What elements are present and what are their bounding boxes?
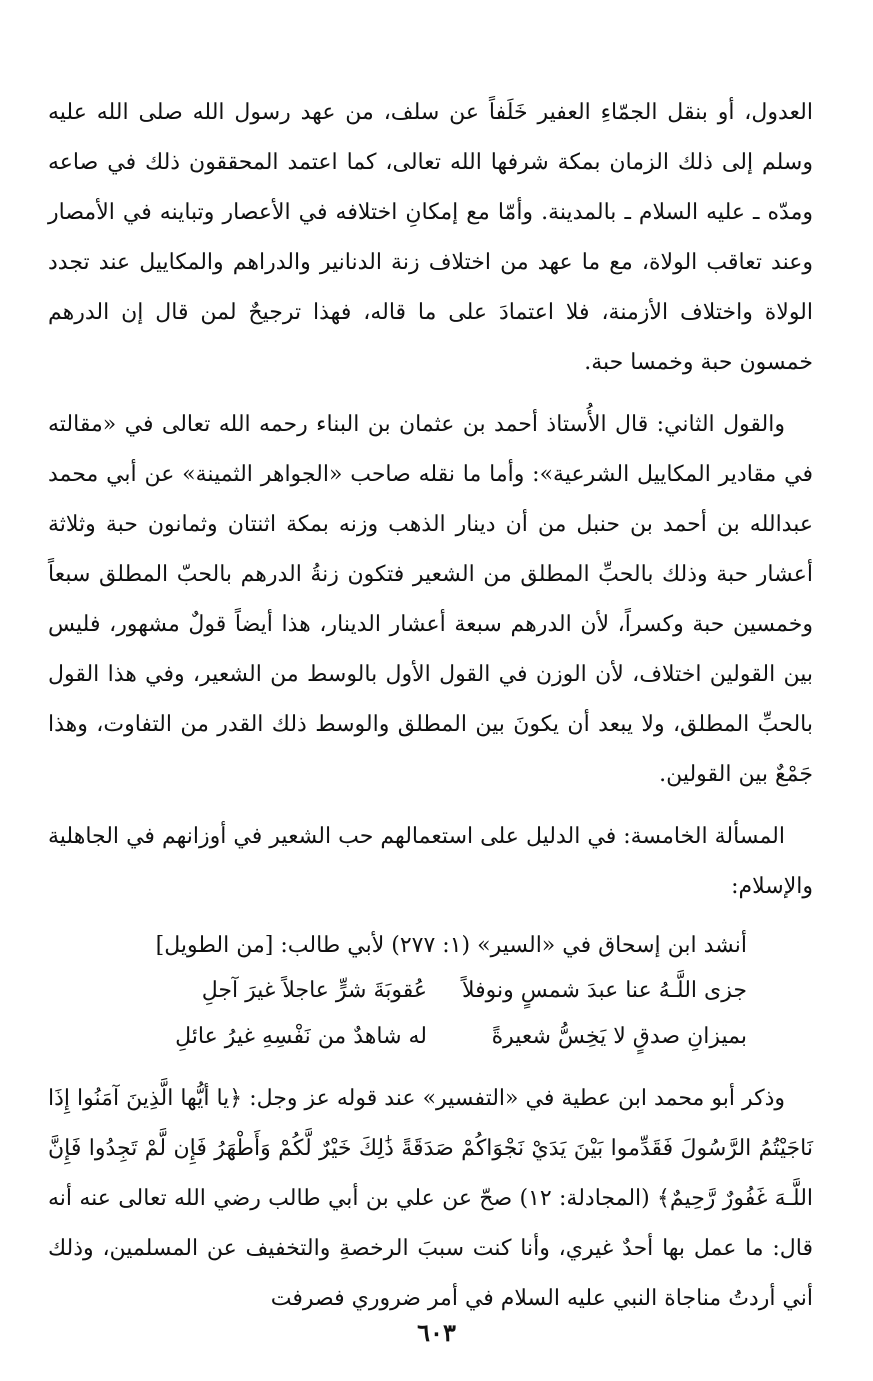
paragraph-weights-history: العدول، أو بنقل الجمّاءِ العفير خَلَفاً عن سلف، من عهد رسول الله صلى الله عليه وسلم إلى ذلك الزمان بمكة شرفها الله تعالى، كما اعتمد المحققون ذلك في صاعه ومدّه ـ عليه السلام ـ بالمدينة. وأمّا مع إمكانِ اختلافه في الأعصار وتباينه في الأمصار وعند تعاقب الولاة، مع ما عهد من اختلاف زنة الدنانير والدراهم والمكاييل عند تجدد الولاة واختلاف الأزمنة، فلا اعتمادَ على ما قاله، فهذا ترجيحٌ لمن قال إن الدرهم خمسون حبة وخمسا حبة. (48, 100, 813, 375)
verse-second-hemistich: عُقوبَةَ شرٍّ عاجلاً غيرَ آجلِ (201, 978, 427, 1003)
paragraph-second-opinion: والقول الثاني: قال الأُستاذ أحمد بن عثمان بن البناء رحمه الله تعالى في «مقالته في مقادير المكاييل الشرعية»: وأما ما نقله صاحب «الجواهر الثمينة» عن أبي محمد عبدالله بن أحمد بن حنبل من أن دينار الذهب وزنه بمكة اثنتان وثمانون حبة وثلاثة أعشار حبة وذلك بالحبِّ المطلق من الشعير فتكون زنةُ الدرهم بالحبّ المطلق سبعاً وخمسين حبة وكسراً، لأن الدرهم سبعة أعشار الدينار، هذا أيضاً قولٌ مشهور، فليس بين القولين اختلاف، لأن الوزن في القول الأول بالوسط من الشعير، وفي هذا القول بالحبِّ المطلق، ولا يبعد أن يكونَ بين المطلق والوسط ذلك القدر من التفاوت، وهذا جَمْعٌ بين القولين. (48, 412, 813, 787)
poem-block (48, 924, 813, 1060)
verse-second-hemistich: له شاهدٌ من نَفْسِهِ غيرُ عائلِ (175, 1024, 427, 1049)
paragraph-ibn-atiyya: وذكر أبو محمد ابن عطية في «التفسير» عند قوله عز وجل: ﴿يا أيُّها الَّذِينَ آمَنُوا إِذَا نَاجَيْتُمُ الرَّسُولَ فَقَدِّموا بَيْنَ يَدَيْ نَجْوَاكُمْ صَدَقَةً ذَٰلِكَ خَيْرٌ لَّكُمْ وَأَطْهَرُ فَإِن لَّمْ تَجِدُوا فَإِنَّ اللَّـهَ غَفُورٌ رَّحِيمٌ﴾ (المجادلة: ١٢) صحّ عن علي بن أبي طالب رضي الله تعالى عنه أنه قال: ما عمل بها أحدٌ غيري، وأنا كنت سببَ الرخصةِ والتخفيف عن المسلمين، وذلك أني أردتُ مناجاة النبي عليه السلام في أمر ضروري فصرفت (48, 1086, 814, 1311)
paragraph-fifth-question: المسألة الخامسة: في الدليل على استعمالهم حب الشعير في أوزانهم في الجاهلية والإسلام: (48, 824, 813, 899)
verse-first-hemistich: جزى اللَّـهُ عنا عبدَ شمسٍ ونوفلاً (461, 978, 747, 1003)
poem-intro: أنشد ابن إسحاق في «السير» (١: ٢٧٧) لأبي طالب: [من الطويل] (155, 933, 747, 958)
verse-first-hemistich: بميزانِ صدقٍ لا يَخِسُّ شعيرةً (491, 1024, 747, 1049)
page-number: ٦٠٣ (417, 1318, 456, 1347)
poem-verse (48, 968, 813, 1014)
poem-verse (48, 1014, 813, 1060)
